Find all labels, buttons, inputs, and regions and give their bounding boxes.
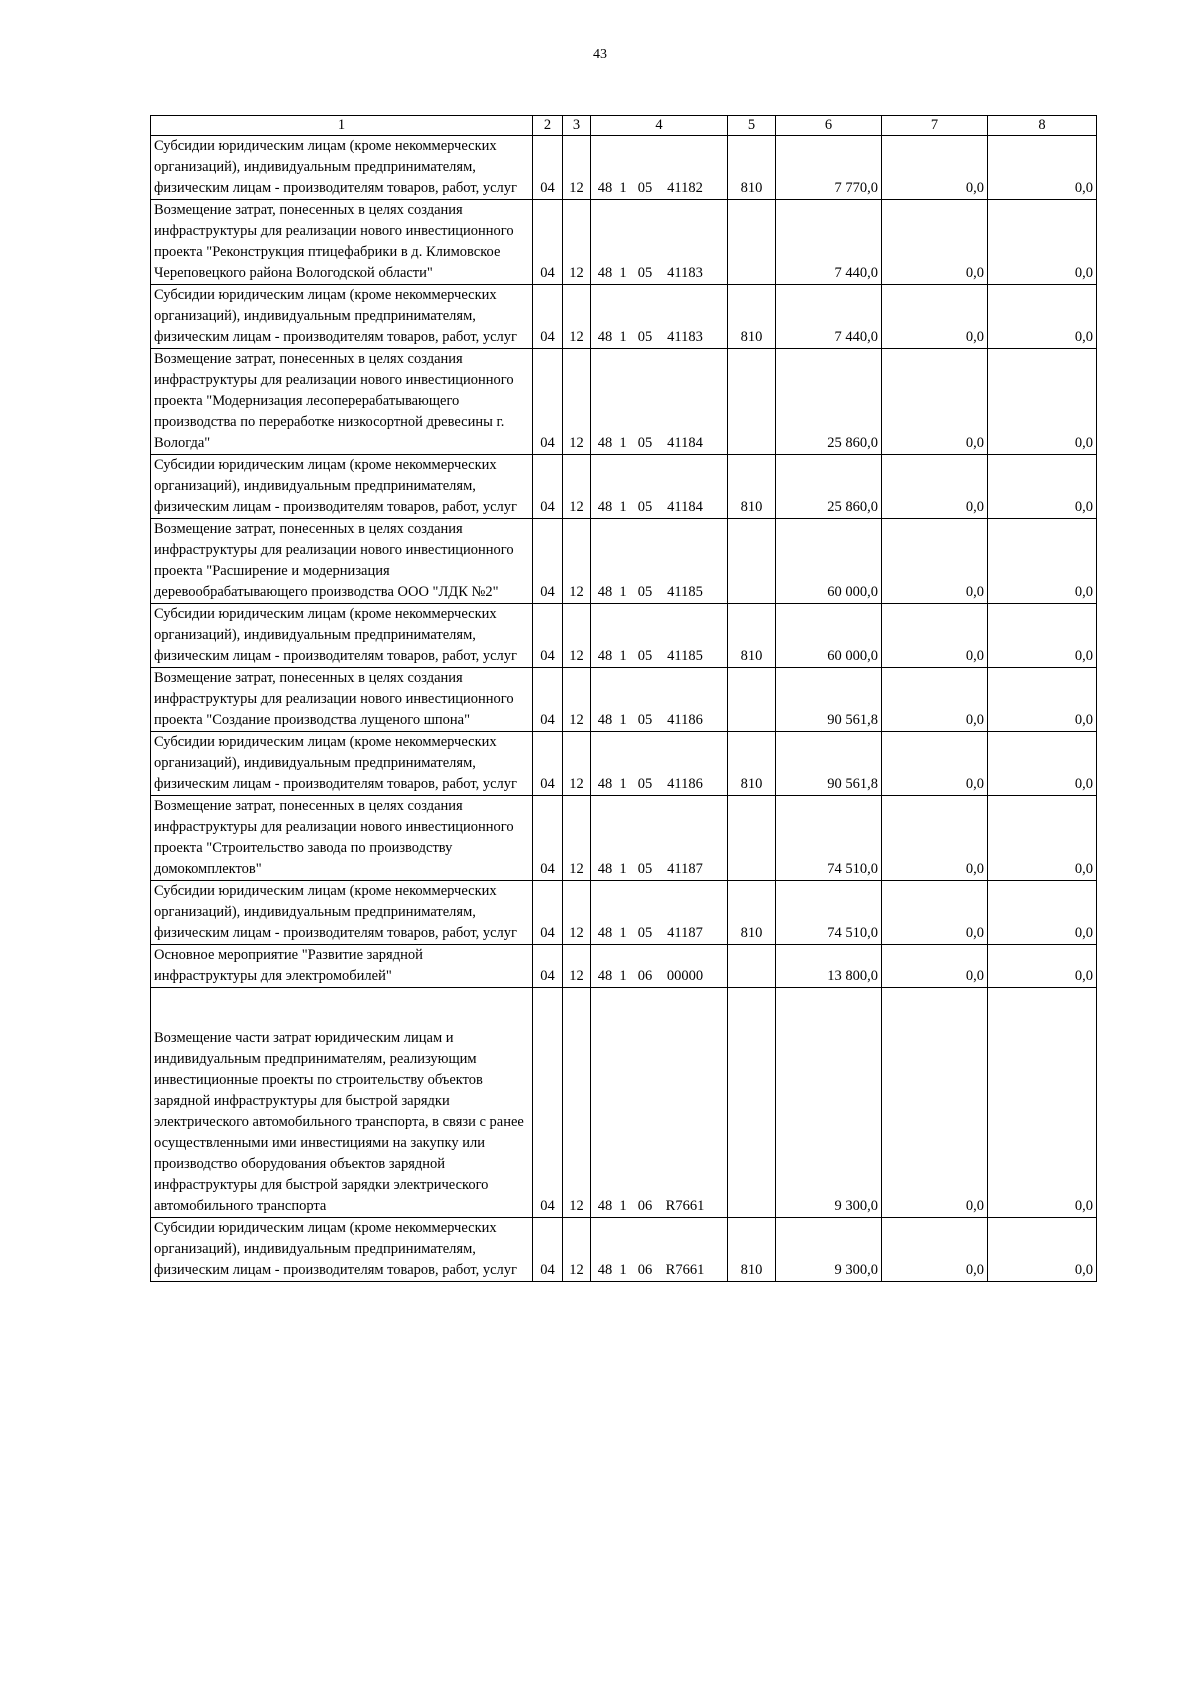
code-part: 05 [637,435,653,451]
expense-type: 810 [728,1218,776,1282]
code-part: 1 [619,968,627,984]
code-subsection: 12 [563,945,591,988]
amount-col7: 0,0 [882,732,988,796]
amount-col7: 0,0 [882,136,988,200]
target-article-code [591,604,728,668]
target-article-code [591,988,728,1218]
code-part: 05 [637,180,653,196]
target-article-code [591,1218,728,1282]
code-section: 04 [533,285,563,349]
code-section: 04 [533,668,563,732]
target-article-code [591,796,728,881]
code-part: 1 [619,584,627,600]
row-name: Возмещение части затрат юридическим лицам и индивидуальным предпринимателям, реализующим инвестиционные проекты по строительству объектов зарядной инфраструктуры для быстрой зарядки электрического автомобильного транспорта, в связи с ранее осуществленными ими инвестициями на закупку или производство оборудования объектов зарядной инфраструктуры для быстрой зарядки электрического автомобильного транспорта [151,988,533,1218]
code-part: 48 [597,776,613,792]
amount-col6: 7 440,0 [776,285,882,349]
table-body [151,136,1097,1282]
code-part: 1 [619,1198,627,1214]
amount-col6: 25 860,0 [776,349,882,455]
table-row [151,455,1097,519]
table-row [151,881,1097,945]
code-part: 41186 [667,712,703,728]
expense-type [728,668,776,732]
amount-col6: 74 510,0 [776,796,882,881]
row-name: Возмещение затрат, понесенных в целях создания инфраструктуры для реализации нового инвестиционного проекта "Реконструкция птицефабрики в д. Климовское Череповецкого района Вологодской области" [151,200,533,285]
code-part: 48 [597,1198,613,1214]
expense-type: 810 [728,285,776,349]
code-part: 05 [637,499,653,515]
table-row [151,604,1097,668]
code-part: 1 [619,776,627,792]
target-article-code [591,200,728,285]
code-part: 41182 [667,180,703,196]
expense-type [728,945,776,988]
amount-col8: 0,0 [988,668,1097,732]
column-header: 6 [776,116,882,136]
code-part: 05 [637,861,653,877]
amount-col6: 7 440,0 [776,200,882,285]
code-part: 48 [597,435,613,451]
target-article-code [591,455,728,519]
row-name: Возмещение затрат, понесенных в целях создания инфраструктуры для реализации нового инвестиционного проекта "Расширение и модернизация деревообрабатывающего производства ООО "ЛДК №2" [151,519,533,604]
amount-col6: 9 300,0 [776,1218,882,1282]
code-part: 48 [597,1262,613,1278]
expense-type [728,519,776,604]
amount-col8: 0,0 [988,349,1097,455]
table-row [151,988,1097,1218]
amount-col7: 0,0 [882,1218,988,1282]
row-name: Возмещение затрат, понесенных в целях создания инфраструктуры для реализации нового инвестиционного проекта "Модернизация лесоперерабатывающего производства по переработке низкосортной древесины г. Вологда" [151,349,533,455]
code-section: 04 [533,881,563,945]
code-part: 48 [597,925,613,941]
code-part: 41183 [667,329,703,345]
amount-col6: 9 300,0 [776,988,882,1218]
target-article-code [591,136,728,200]
amount-col8: 0,0 [988,455,1097,519]
column-header: 3 [563,116,591,136]
amount-col7: 0,0 [882,881,988,945]
code-section: 04 [533,455,563,519]
code-part: 1 [619,925,627,941]
code-part: 48 [597,329,613,345]
column-header: 2 [533,116,563,136]
code-part: 00000 [666,968,704,984]
code-part: 41183 [667,265,703,281]
code-subsection: 12 [563,988,591,1218]
expense-type: 810 [728,881,776,945]
code-part: 1 [619,712,627,728]
amount-col8: 0,0 [988,796,1097,881]
amount-col8: 0,0 [988,881,1097,945]
code-part: 41186 [667,776,703,792]
code-part: 48 [597,648,613,664]
amount-col7: 0,0 [882,200,988,285]
amount-col8: 0,0 [988,519,1097,604]
code-part: 48 [597,499,613,515]
code-part: 1 [619,861,627,877]
row-name: Субсидии юридическим лицам (кроме некоммерческих организаций), индивидуальным предпринимателям, физическим лицам - производителям товаров, работ, услуг [151,604,533,668]
amount-col7: 0,0 [882,349,988,455]
code-part: 05 [637,584,653,600]
code-section: 04 [533,349,563,455]
expense-type: 810 [728,136,776,200]
amount-col6: 13 800,0 [776,945,882,988]
amount-col8: 0,0 [988,1218,1097,1282]
code-section: 04 [533,200,563,285]
code-part: 1 [619,1262,627,1278]
code-part: 05 [637,776,653,792]
table-row [151,349,1097,455]
code-section: 04 [533,604,563,668]
amount-col8: 0,0 [988,988,1097,1218]
amount-col6: 90 561,8 [776,668,882,732]
code-part: 06 [637,1198,653,1214]
target-article-code [591,668,728,732]
code-subsection: 12 [563,881,591,945]
expense-type [728,988,776,1218]
amount-col8: 0,0 [988,945,1097,988]
code-part: 05 [637,648,653,664]
code-subsection: 12 [563,200,591,285]
code-section: 04 [533,988,563,1218]
row-name: Субсидии юридическим лицам (кроме некоммерческих организаций), индивидуальным предпринимателям, физическим лицам - производителям товаров, работ, услуг [151,881,533,945]
code-subsection: 12 [563,455,591,519]
amount-col6: 74 510,0 [776,881,882,945]
code-subsection: 12 [563,285,591,349]
code-part: 41187 [667,925,703,941]
amount-col7: 0,0 [882,988,988,1218]
code-part: 06 [637,968,653,984]
amount-col6: 25 860,0 [776,455,882,519]
amount-col8: 0,0 [988,604,1097,668]
table-row [151,732,1097,796]
amount-col7: 0,0 [882,285,988,349]
row-name: Субсидии юридическим лицам (кроме некоммерческих организаций), индивидуальным предпринимателям, физическим лицам - производителям товаров, работ, услуг [151,1218,533,1282]
code-subsection: 12 [563,604,591,668]
table-row [151,668,1097,732]
row-name: Возмещение затрат, понесенных в целях создания инфраструктуры для реализации нового инвестиционного проекта "Строительство завода по производству домокомплектов" [151,796,533,881]
code-subsection: 12 [563,732,591,796]
code-part: R7661 [665,1198,705,1214]
code-subsection: 12 [563,349,591,455]
table-row [151,796,1097,881]
code-part: 41185 [667,648,703,664]
row-name: Субсидии юридическим лицам (кроме некоммерческих организаций), индивидуальным предпринимателям, физическим лицам - производителям товаров, работ, услуг [151,136,533,200]
code-part: R7661 [665,1262,705,1278]
header-row [151,116,1097,136]
amount-col6: 7 770,0 [776,136,882,200]
target-article-code [591,349,728,455]
code-part: 41185 [667,584,703,600]
table-row [151,945,1097,988]
column-header: 7 [882,116,988,136]
code-part: 05 [637,712,653,728]
code-part: 05 [637,265,653,281]
expense-type: 810 [728,732,776,796]
amount-col8: 0,0 [988,136,1097,200]
amount-col7: 0,0 [882,455,988,519]
table-row [151,519,1097,604]
code-part: 1 [619,265,627,281]
code-part: 1 [619,499,627,515]
target-article-code [591,945,728,988]
code-subsection: 12 [563,136,591,200]
target-article-code [591,732,728,796]
amount-col7: 0,0 [882,945,988,988]
code-section: 04 [533,732,563,796]
amount-col6: 60 000,0 [776,604,882,668]
expense-type [728,349,776,455]
code-part: 48 [597,968,613,984]
amount-col7: 0,0 [882,668,988,732]
expense-type: 810 [728,604,776,668]
target-article-code [591,285,728,349]
code-section: 04 [533,945,563,988]
table-row [151,1218,1097,1282]
column-header: 1 [151,116,533,136]
code-subsection: 12 [563,519,591,604]
row-name: Субсидии юридическим лицам (кроме некоммерческих организаций), индивидуальным предпринимателям, физическим лицам - производителям товаров, работ, услуг [151,285,533,349]
code-section: 04 [533,519,563,604]
table-row [151,200,1097,285]
column-header: 4 [591,116,728,136]
code-part: 05 [637,329,653,345]
amount-col6: 90 561,8 [776,732,882,796]
column-header: 5 [728,116,776,136]
code-section: 04 [533,136,563,200]
code-part: 05 [637,925,653,941]
code-subsection: 12 [563,668,591,732]
amount-col7: 0,0 [882,519,988,604]
code-part: 41184 [667,499,703,515]
code-part: 48 [597,265,613,281]
row-name: Основное мероприятие "Развитие зарядной инфраструктуры для электромобилей" [151,945,533,988]
amount-col7: 0,0 [882,796,988,881]
row-name: Субсидии юридическим лицам (кроме некоммерческих организаций), индивидуальным предпринимателям, физическим лицам - производителям товаров, работ, услуг [151,732,533,796]
code-part: 41187 [667,861,703,877]
table-row [151,136,1097,200]
code-part: 48 [597,861,613,877]
table-row [151,285,1097,349]
amount-col7: 0,0 [882,604,988,668]
code-part: 48 [597,712,613,728]
code-part: 41184 [667,435,703,451]
budget-table [150,115,1097,1282]
amount-col8: 0,0 [988,732,1097,796]
code-section: 04 [533,796,563,881]
code-part: 1 [619,180,627,196]
target-article-code [591,881,728,945]
expense-type [728,200,776,285]
page-number: 43 [593,47,607,62]
amount-col8: 0,0 [988,200,1097,285]
code-part: 1 [619,648,627,664]
code-part: 06 [637,1262,653,1278]
code-part: 48 [597,180,613,196]
code-section: 04 [533,1218,563,1282]
expense-type [728,796,776,881]
expense-type: 810 [728,455,776,519]
code-part: 48 [597,584,613,600]
amount-col6: 60 000,0 [776,519,882,604]
row-name: Субсидии юридическим лицам (кроме некоммерческих организаций), индивидуальным предпринимателям, физическим лицам - производителям товаров, работ, услуг [151,455,533,519]
code-subsection: 12 [563,1218,591,1282]
column-header: 8 [988,116,1097,136]
target-article-code [591,519,728,604]
code-part: 1 [619,435,627,451]
code-subsection: 12 [563,796,591,881]
code-part: 1 [619,329,627,345]
amount-col8: 0,0 [988,285,1097,349]
row-name: Возмещение затрат, понесенных в целях создания инфраструктуры для реализации нового инвестиционного проекта "Создание производства лущеного шпона" [151,668,533,732]
